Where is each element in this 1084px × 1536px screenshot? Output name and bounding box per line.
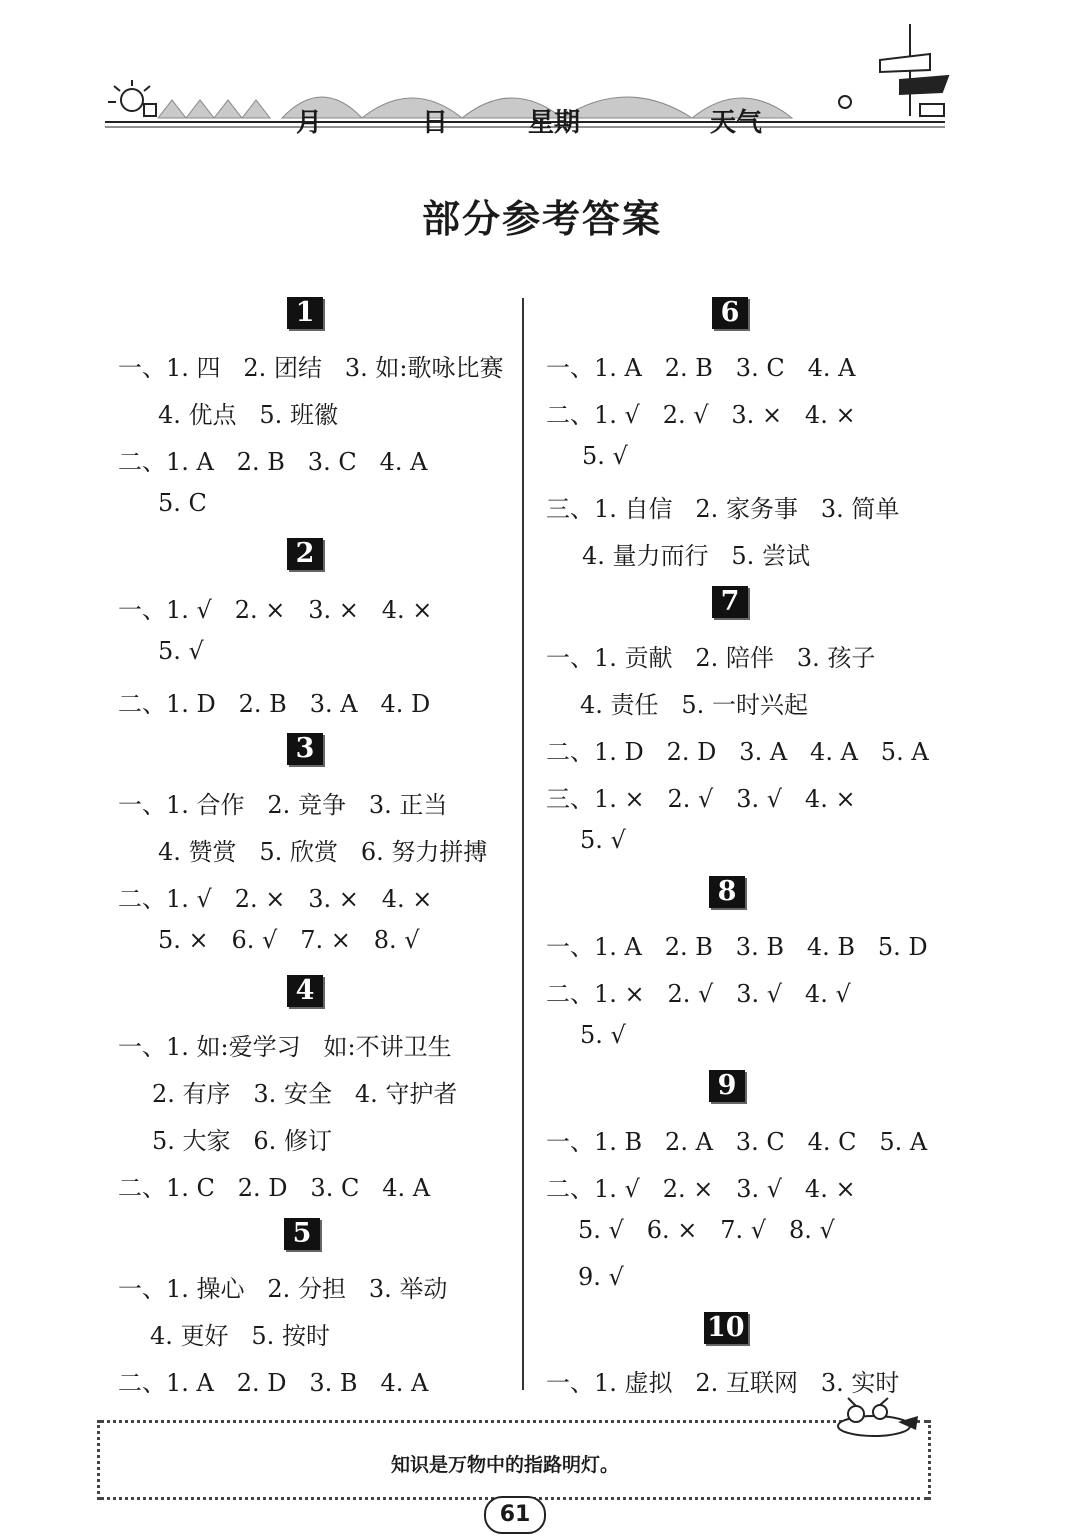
answer-line: 三、1. × 2. √ 3. √ 4. × <box>546 785 856 813</box>
page-title: 部分参考答案 <box>421 197 662 241</box>
section-number: 8 <box>709 876 745 908</box>
answer-line: 一、1. 四 2. 团结 3. 如:歌咏比赛 <box>118 354 504 382</box>
answer-line: 4. 更好 5. 按时 <box>150 1322 330 1350</box>
answer-line: 二、1. √ 2. √ 3. × 4. × <box>546 401 856 429</box>
section-number: 1 <box>287 297 323 329</box>
sun-icon <box>108 80 156 116</box>
answer-line: 5. √ 6. × 7. √ 8. √ <box>578 1216 835 1244</box>
section-number: 9 <box>709 1070 745 1102</box>
section-number: 4 <box>287 975 323 1007</box>
answer-line: 一、1. 如:爱学习 如:不讲卫生 <box>118 1033 452 1061</box>
answer-line: 二、1. × 2. √ 3. √ 4. √ <box>546 980 851 1008</box>
answer-line: 4. 赞赏 5. 欣赏 6. 努力拼搏 <box>158 838 488 866</box>
day-label: 日 <box>422 108 449 138</box>
answer-line: 二、1. D 2. B 3. A 4. D <box>118 690 431 718</box>
answer-line: 一、1. B 2. A 3. C 4. C 5. A <box>546 1128 928 1156</box>
answer-line: 一、1. A 2. B 3. C 4. A <box>546 354 856 382</box>
answer-line: 2. 有序 3. 安全 4. 守护者 <box>152 1080 458 1108</box>
answer-line: 一、1. 操心 2. 分担 3. 举动 <box>118 1275 448 1303</box>
section-number: 3 <box>287 733 323 765</box>
answer-line: 一、1. √ 2. × 3. × 4. × <box>118 596 433 624</box>
answer-line: 二、1. A 2. D 3. B 4. A <box>118 1369 429 1397</box>
answer-line: 5. √ <box>582 442 628 470</box>
month-label: 月 <box>296 108 323 138</box>
answer-line: 二、1. C 2. D 3. C 4. A <box>118 1174 431 1202</box>
answer-line: 5. 大家 6. 修订 <box>152 1127 332 1155</box>
section-number: 5 <box>284 1218 320 1250</box>
footer-motto: 知识是万物中的指路明灯。 <box>390 1454 619 1476</box>
insect-car-icon <box>826 1396 926 1442</box>
answer-line: 5. √ <box>158 637 204 665</box>
answer-line: 二、1. √ 2. × 3. × 4. × <box>118 885 433 913</box>
signpost-icon <box>839 24 948 116</box>
answer-line: 5. C <box>158 489 207 517</box>
weather-label: 天气 <box>710 108 763 138</box>
answer-line: 二、1. D 2. D 3. A 4. A 5. A <box>546 738 929 766</box>
answer-line: 5. × 6. √ 7. × 8. √ <box>158 926 420 954</box>
answer-line: 5. √ <box>580 1021 626 1049</box>
section-number: 6 <box>712 297 748 329</box>
column-divider <box>522 298 524 1390</box>
answer-line: 一、1. 虚拟 2. 互联网 3. 实时 <box>546 1369 900 1397</box>
page-number: 61 <box>484 1496 546 1534</box>
answer-line: 4. 优点 5. 班徽 <box>158 401 338 429</box>
section-number: 10 <box>704 1312 748 1344</box>
section-number: 7 <box>712 586 748 618</box>
answer-line: 9. √ <box>578 1263 624 1291</box>
page-header <box>100 20 960 138</box>
answer-line: 二、1. √ 2. × 3. √ 4. × <box>546 1175 856 1203</box>
answer-line: 一、1. 贡献 2. 陪伴 3. 孩子 <box>546 644 876 672</box>
answer-line: 三、1. 自信 2. 家务事 3. 简单 <box>546 495 900 523</box>
answer-line: 4. 责任 5. 一时兴起 <box>580 691 808 719</box>
answer-line: 一、1. 合作 2. 竞争 3. 正当 <box>118 791 448 819</box>
week-label: 星期 <box>528 108 581 138</box>
answer-line: 二、1. A 2. B 3. C 4. A <box>118 448 428 476</box>
answer-line: 一、1. A 2. B 3. B 4. B 5. D <box>546 933 928 961</box>
section-number: 2 <box>287 538 323 570</box>
answer-line: 5. √ <box>580 826 626 854</box>
answer-line: 4. 量力而行 5. 尝试 <box>582 542 810 570</box>
